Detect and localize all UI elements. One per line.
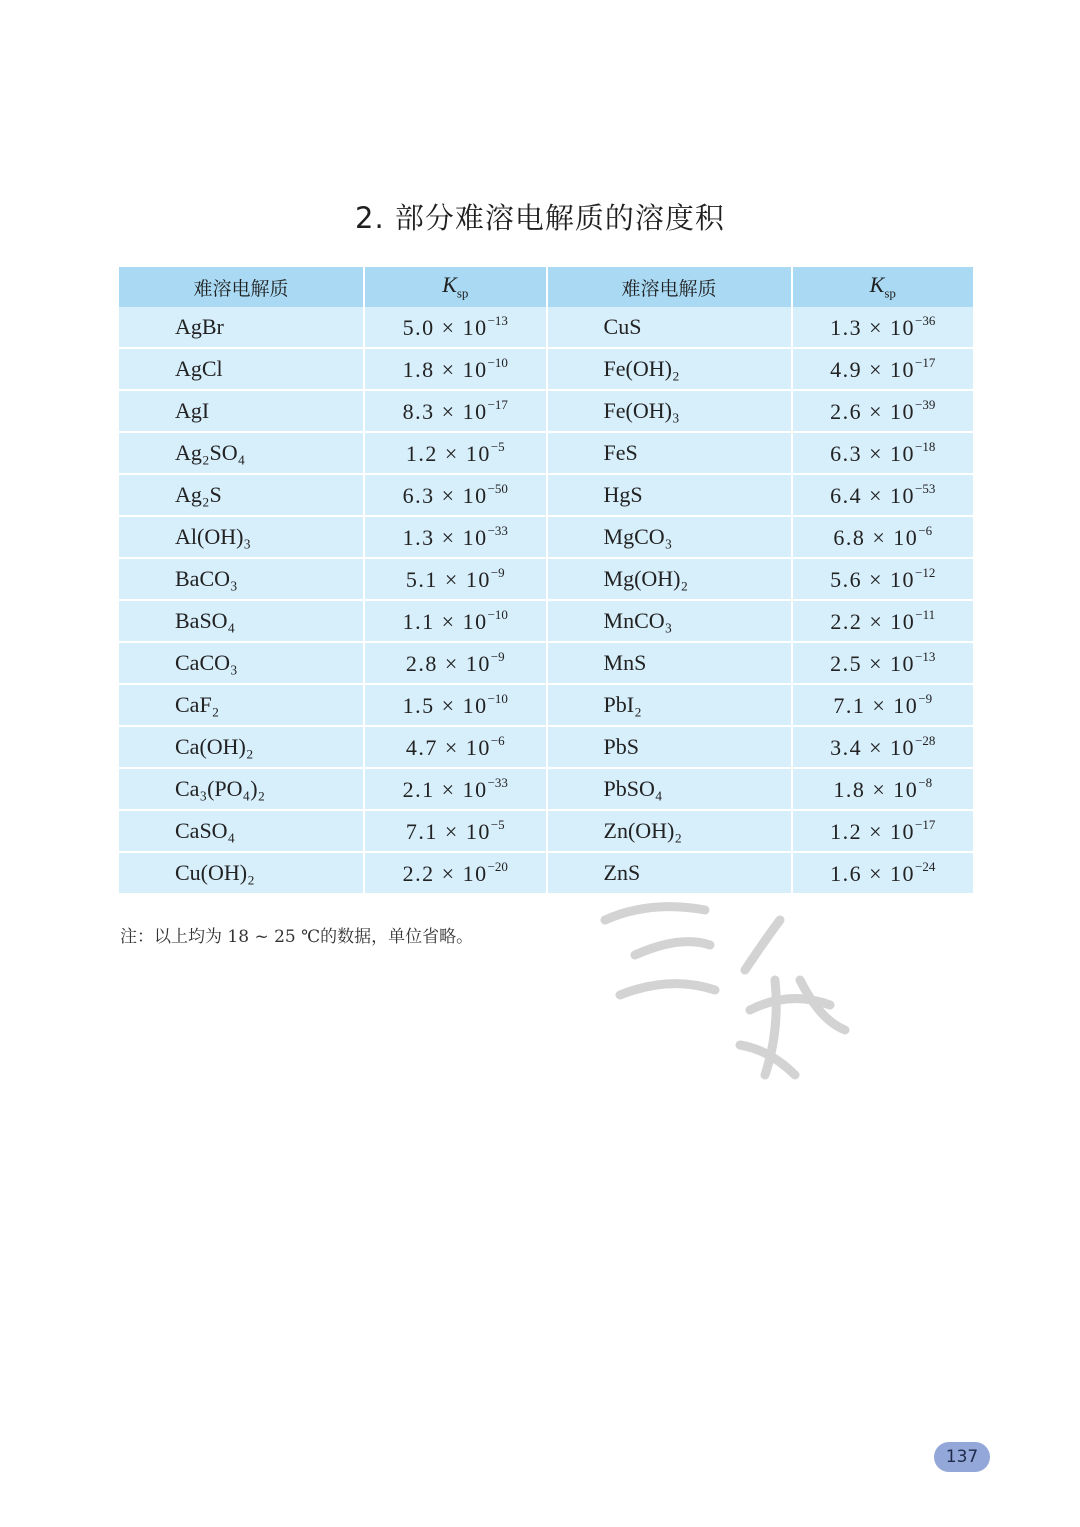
ksp-exponent: −28 xyxy=(915,733,936,748)
ksp-exponent: −17 xyxy=(915,355,936,370)
ksp-coefficient: 1.8 × 10 xyxy=(402,357,488,382)
compound-cell: Fe(OH)₃ xyxy=(548,391,793,433)
ksp-exponent: −5 xyxy=(490,439,505,454)
ksp-exponent: −11 xyxy=(915,607,936,622)
ksp-exponent: −33 xyxy=(487,775,508,790)
ksp-value-cell xyxy=(365,685,547,727)
ksp-coefficient: 1.1 × 10 xyxy=(402,609,488,634)
ksp-coefficient: 6.4 × 10 xyxy=(830,483,916,508)
ksp-subscript: sp xyxy=(456,285,469,301)
table-footnote: 注：以上均为 18 ~ 25 ℃的数据，单位省略。 xyxy=(120,927,474,947)
compound-cell: FeS xyxy=(548,433,793,475)
compound-cell: PbSO₄ xyxy=(548,769,793,811)
ksp-exponent: −10 xyxy=(487,607,508,622)
table-row xyxy=(119,349,973,391)
ksp-exponent: −36 xyxy=(915,313,936,328)
ksp-exponent: −10 xyxy=(487,355,508,370)
compound-cell: Ag₂S xyxy=(119,475,365,517)
ksp-coefficient: 7.1 × 10 xyxy=(405,819,491,844)
ksp-value-cell xyxy=(365,475,547,517)
ksp-value-cell xyxy=(365,307,547,349)
ksp-coefficient: 1.3 × 10 xyxy=(830,315,916,340)
ksp-coefficient: 1.2 × 10 xyxy=(405,441,491,466)
table-row xyxy=(119,811,973,853)
ksp-exponent: −50 xyxy=(487,481,508,496)
table-row xyxy=(119,559,973,601)
table-row xyxy=(119,601,973,643)
ksp-coefficient: 1.3 × 10 xyxy=(402,525,488,550)
ksp-exponent: −12 xyxy=(915,565,936,580)
ksp-value-cell xyxy=(365,349,547,391)
ksp-value-cell xyxy=(793,559,973,601)
ksp-value-cell xyxy=(793,517,973,559)
table-header-row xyxy=(119,267,973,307)
compound-cell: PbI₂ xyxy=(548,685,793,727)
ksp-exponent: −6 xyxy=(490,733,505,748)
ksp-coefficient: 1.2 × 10 xyxy=(830,819,916,844)
ksp-value-cell xyxy=(793,391,973,433)
ksp-value-cell xyxy=(793,601,973,643)
ksp-exponent: −9 xyxy=(490,649,505,664)
ksp-coefficient: 4.9 × 10 xyxy=(830,357,916,382)
ksp-exponent: −8 xyxy=(918,775,933,790)
ksp-coefficient: 6.3 × 10 xyxy=(830,441,916,466)
ksp-subscript: sp xyxy=(884,285,896,301)
ksp-value-cell xyxy=(793,307,973,349)
column-header-compound-right: 难溶电解质 xyxy=(548,267,793,307)
ksp-value-cell xyxy=(365,433,547,475)
compound-cell: AgI xyxy=(119,391,365,433)
ksp-value-cell xyxy=(365,559,547,601)
ksp-value-cell xyxy=(793,475,973,517)
ksp-exponent: −33 xyxy=(487,523,508,538)
ksp-exponent: −9 xyxy=(490,565,505,580)
ksp-coefficient: 6.3 × 10 xyxy=(402,483,488,508)
page-title: 2. 部分难溶电解质的溶度积 xyxy=(355,201,725,235)
table-row xyxy=(119,769,973,811)
compound-cell: BaSO₄ xyxy=(119,601,365,643)
ksp-exponent: −20 xyxy=(487,859,508,874)
column-header-compound-left: 难溶电解质 xyxy=(119,267,365,307)
ksp-coefficient: 6.8 × 10 xyxy=(833,525,919,550)
ksp-value-cell xyxy=(365,853,547,893)
ksp-value-cell xyxy=(793,349,973,391)
ksp-symbol: K xyxy=(869,272,885,298)
ksp-value-cell xyxy=(365,517,547,559)
ksp-value-cell xyxy=(793,643,973,685)
compound-cell: MgCO₃ xyxy=(548,517,793,559)
ksp-coefficient: 2.8 × 10 xyxy=(405,651,491,676)
ksp-exponent: −5 xyxy=(490,817,505,832)
ksp-coefficient: 2.6 × 10 xyxy=(830,399,916,424)
compound-cell: Ca₃(PO₄)₂ xyxy=(119,769,365,811)
table-row xyxy=(119,475,973,517)
ksp-exponent: −17 xyxy=(915,817,936,832)
ksp-exponent: −13 xyxy=(915,649,936,664)
ksp-value-cell xyxy=(365,811,547,853)
ksp-coefficient: 1.5 × 10 xyxy=(402,693,488,718)
ksp-coefficient: 3.4 × 10 xyxy=(830,735,916,760)
ksp-value-cell xyxy=(365,601,547,643)
ksp-exponent: −18 xyxy=(915,439,936,454)
column-header-ksp-right xyxy=(793,267,973,307)
ksp-coefficient: 4.7 × 10 xyxy=(405,735,491,760)
compound-cell: CuS xyxy=(548,307,793,349)
ksp-value-cell xyxy=(793,685,973,727)
ksp-coefficient: 2.5 × 10 xyxy=(830,651,916,676)
ksp-coefficient: 1.8 × 10 xyxy=(833,777,919,802)
ksp-value-cell xyxy=(793,811,973,853)
compound-cell: MnCO₃ xyxy=(548,601,793,643)
ksp-coefficient: 8.3 × 10 xyxy=(402,399,488,424)
table-row xyxy=(119,685,973,727)
compound-cell: ZnS xyxy=(548,853,793,893)
ksp-exponent: −9 xyxy=(918,691,933,706)
table-row xyxy=(119,391,973,433)
ksp-coefficient: 2.2 × 10 xyxy=(402,861,488,886)
ksp-coefficient: 2.1 × 10 xyxy=(402,777,488,802)
ksp-value-cell xyxy=(793,727,973,769)
compound-cell: Cu(OH)₂ xyxy=(119,853,365,893)
ksp-value-cell xyxy=(793,433,973,475)
compound-cell: Ag₂SO₄ xyxy=(119,433,365,475)
compound-cell: Al(OH)₃ xyxy=(119,517,365,559)
ksp-coefficient: 2.2 × 10 xyxy=(830,609,916,634)
ksp-symbol: K xyxy=(442,272,457,298)
compound-cell: Ca(OH)₂ xyxy=(119,727,365,769)
ksp-exponent: −6 xyxy=(918,523,933,538)
ksp-coefficient: 5.1 × 10 xyxy=(405,567,491,592)
ksp-exponent: −39 xyxy=(915,397,936,412)
ksp-coefficient: 1.6 × 10 xyxy=(830,861,916,886)
ksp-coefficient: 5.0 × 10 xyxy=(402,315,488,340)
compound-cell: CaF₂ xyxy=(119,685,365,727)
table-row xyxy=(119,433,973,475)
ksp-value-cell xyxy=(793,769,973,811)
compound-cell: Fe(OH)₂ xyxy=(548,349,793,391)
table-row xyxy=(119,727,973,769)
compound-cell: PbS xyxy=(548,727,793,769)
ksp-exponent: −17 xyxy=(487,397,508,412)
table-row xyxy=(119,643,973,685)
table-row xyxy=(119,307,973,349)
solubility-product-table xyxy=(119,267,973,893)
page-number-badge: 137 xyxy=(934,1442,990,1472)
ksp-value-cell xyxy=(365,769,547,811)
compound-cell: BaCO₃ xyxy=(119,559,365,601)
ksp-exponent: −24 xyxy=(915,859,936,874)
compound-cell: AgCl xyxy=(119,349,365,391)
ksp-value-cell xyxy=(365,727,547,769)
compound-cell: CaCO₃ xyxy=(119,643,365,685)
ksp-coefficient: 7.1 × 10 xyxy=(833,693,919,718)
compound-cell: CaSO₄ xyxy=(119,811,365,853)
compound-cell: MnS xyxy=(548,643,793,685)
table-body xyxy=(119,307,973,893)
compound-cell: Zn(OH)₂ xyxy=(548,811,793,853)
ksp-exponent: −13 xyxy=(487,313,508,328)
compound-cell: AgBr xyxy=(119,307,365,349)
ksp-value-cell xyxy=(365,643,547,685)
table-row xyxy=(119,517,973,559)
column-header-ksp-left xyxy=(365,267,547,307)
ksp-value-cell xyxy=(365,391,547,433)
compound-cell: Mg(OH)₂ xyxy=(548,559,793,601)
compound-cell: HgS xyxy=(548,475,793,517)
ksp-exponent: −53 xyxy=(915,481,936,496)
watermark-logo xyxy=(590,880,860,1090)
ksp-exponent: −10 xyxy=(487,691,508,706)
ksp-coefficient: 5.6 × 10 xyxy=(830,567,916,592)
